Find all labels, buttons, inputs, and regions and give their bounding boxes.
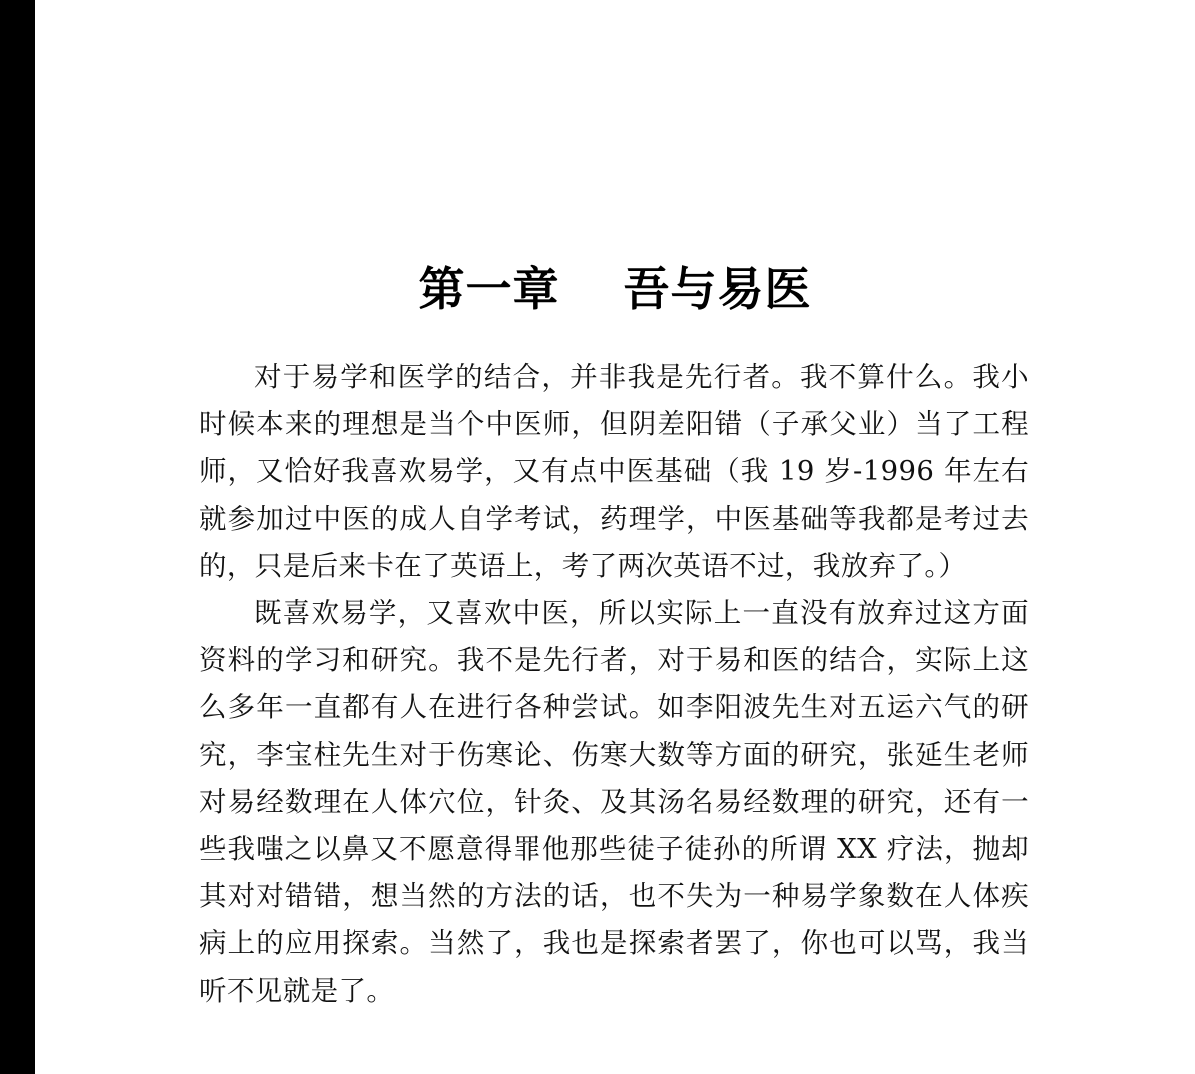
chapter-title: 第一章 吾与易医: [418, 261, 812, 316]
document-page: [35, 0, 1195, 1074]
paragraph-1: 对于易学和医学的结合，并非我是先行者。我不算什么。我小时候本来的理想是当个中医师，但阴差阳错（子承父业）当了工程师，又恰好我喜欢易学，又有点中医基础（我 19 岁-1996 年左右就参加过中医的成人自学考试，药理学，中医基础等我都是考过去的，只是后来卡在了英语上，考了两次英语不过，我放弃了。）: [199, 361, 1029, 582]
paragraph-2: 既喜欢易学，又喜欢中医，所以实际上一直没有放弃过这方面资料的学习和研究。我不是先行者，对于易和医的结合，实际上这么多年一直都有人在进行各种尝试。如李阳波先生对五运六气的研究，李宝柱先生对于伤寒论、伤寒大数等方面的研究，张延生老师对易经数理在人体穴位，针灸、及其汤名易经数理的研究，还有一些我嗤之以鼻又不愿意得罪他那些徒子徒孙的所谓 XX 疗法，抛却其对对错错，想当然的方法的话，也不失为一种易学象数在人体疾病上的应用探索。当然了，我也是探索者罢了，你也可以骂，我当听不见就是了。: [199, 597, 1029, 1007]
chapter-body: [199, 354, 1029, 1015]
